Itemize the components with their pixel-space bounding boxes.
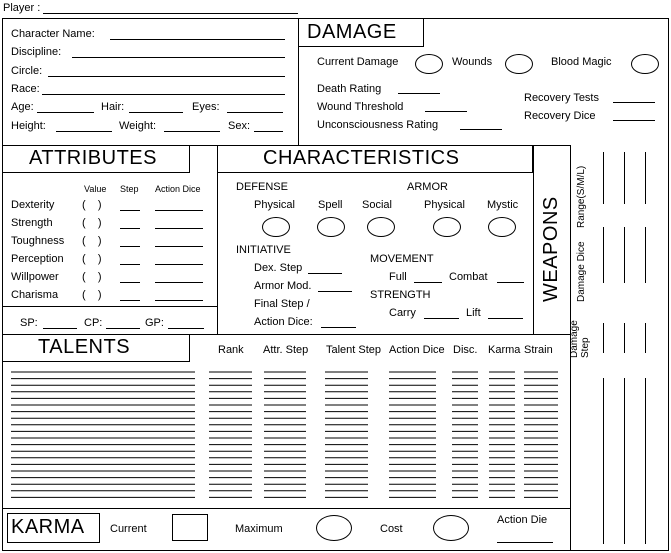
attributes-title: ATTRIBUTES: [29, 147, 157, 169]
attr-dexterity-label: Dexterity: [11, 199, 55, 211]
hair-label: Hair:: [101, 101, 125, 113]
full-move-label: Full: [389, 271, 407, 283]
karma-cost-label: Cost: [380, 523, 403, 535]
combat-move-label: Combat: [449, 271, 488, 283]
attr-perception-label: Perception: [11, 253, 64, 265]
height-label: Height:: [11, 120, 46, 132]
recovery-dice-label: Recovery Dice: [524, 110, 596, 122]
initiative-label: INITIATIVE: [236, 244, 291, 256]
action-dice-label: Action Dice:: [254, 316, 313, 328]
final-step-label: Final Step /: [254, 298, 310, 310]
lift-label: Lift: [466, 307, 481, 319]
armor-label: ARMOR: [407, 181, 448, 193]
attr-willpower-label: Willpower: [11, 271, 59, 283]
talent-header-strain: Strain: [524, 344, 553, 356]
spell-defense-label: Spell: [318, 199, 343, 211]
current-damage-label: Current Damage: [317, 56, 399, 68]
range-label: Range(S/M/L): [576, 165, 587, 228]
attr-charisma-label: Charisma: [11, 289, 59, 301]
circle-label: Circle:: [11, 65, 43, 77]
talent-header-karma: Karma: [488, 344, 521, 356]
weight-label: Weight:: [119, 120, 157, 132]
karma-action-die-field[interactable]: [497, 542, 553, 543]
wound-threshold-label: Wound Threshold: [317, 101, 404, 113]
talent-header-talent-step: Talent Step: [326, 344, 382, 356]
sex-label: Sex:: [228, 120, 251, 132]
dex-step-label: Dex. Step: [254, 262, 303, 274]
talents-title: TALENTS: [38, 336, 131, 358]
talent-header-attr-step: Attr. Step: [263, 344, 309, 356]
karma-cost-oval[interactable]: [433, 515, 469, 541]
talent-header-disc: Disc.: [453, 344, 478, 356]
wounds-label: Wounds: [452, 56, 493, 68]
attr-strength-label: Strength: [11, 217, 53, 229]
player-label: Player :: [3, 2, 41, 14]
mystic-armor-label: Mystic: [487, 199, 519, 211]
damage-title: DAMAGE: [307, 21, 397, 43]
attr-toughness-label: Toughness: [11, 235, 65, 247]
karma-action-die-label: Action Die: [497, 514, 548, 526]
talent-header-rank: Rank: [218, 344, 244, 356]
sp-label: SP:: [20, 317, 38, 329]
attr-header-step: Step: [120, 184, 139, 194]
karma-maximum-oval[interactable]: [316, 515, 352, 541]
damage-dice-label: Damage Dice: [576, 241, 587, 302]
characteristics-title: CHARACTERISTICS: [263, 147, 460, 169]
cp-label: CP:: [84, 317, 103, 329]
character-name-label: Character Name:: [11, 28, 95, 40]
strength-label: STRENGTH: [370, 289, 431, 301]
attr-header-action-dice: Action Dice: [155, 184, 201, 194]
gp-label: GP:: [145, 317, 164, 329]
physical-armor-label: Physical: [424, 199, 465, 211]
karma-current-label: Current: [110, 523, 147, 535]
age-label: Age:: [11, 101, 34, 113]
armor-mod-label: Armor Mod.: [254, 280, 312, 292]
discipline-label: Discipline:: [11, 46, 62, 58]
unconsciousness-label: Unconsciousness Rating: [317, 119, 439, 131]
race-label: Race:: [11, 83, 40, 95]
death-rating-label: Death Rating: [317, 83, 382, 95]
carry-label: Carry: [389, 307, 416, 319]
karma-maximum-label: Maximum: [235, 523, 283, 535]
eyes-label: Eyes:: [192, 101, 220, 113]
damage-step-label: Damage Step: [569, 320, 591, 358]
movement-label: MOVEMENT: [370, 253, 434, 265]
weapons-title: WEAPONS: [540, 196, 562, 302]
recovery-tests-label: Recovery Tests: [524, 92, 599, 104]
defense-label: DEFENSE: [236, 181, 288, 193]
karma-title: KARMA: [11, 516, 85, 538]
blood-magic-label: Blood Magic: [551, 56, 612, 68]
physical-defense-label: Physical: [254, 199, 295, 211]
karma-current-box[interactable]: [172, 514, 208, 541]
talent-header-action-dice: Action Dice: [389, 344, 445, 356]
social-defense-label: Social: [362, 199, 392, 211]
attr-header-value: Value: [84, 184, 107, 194]
